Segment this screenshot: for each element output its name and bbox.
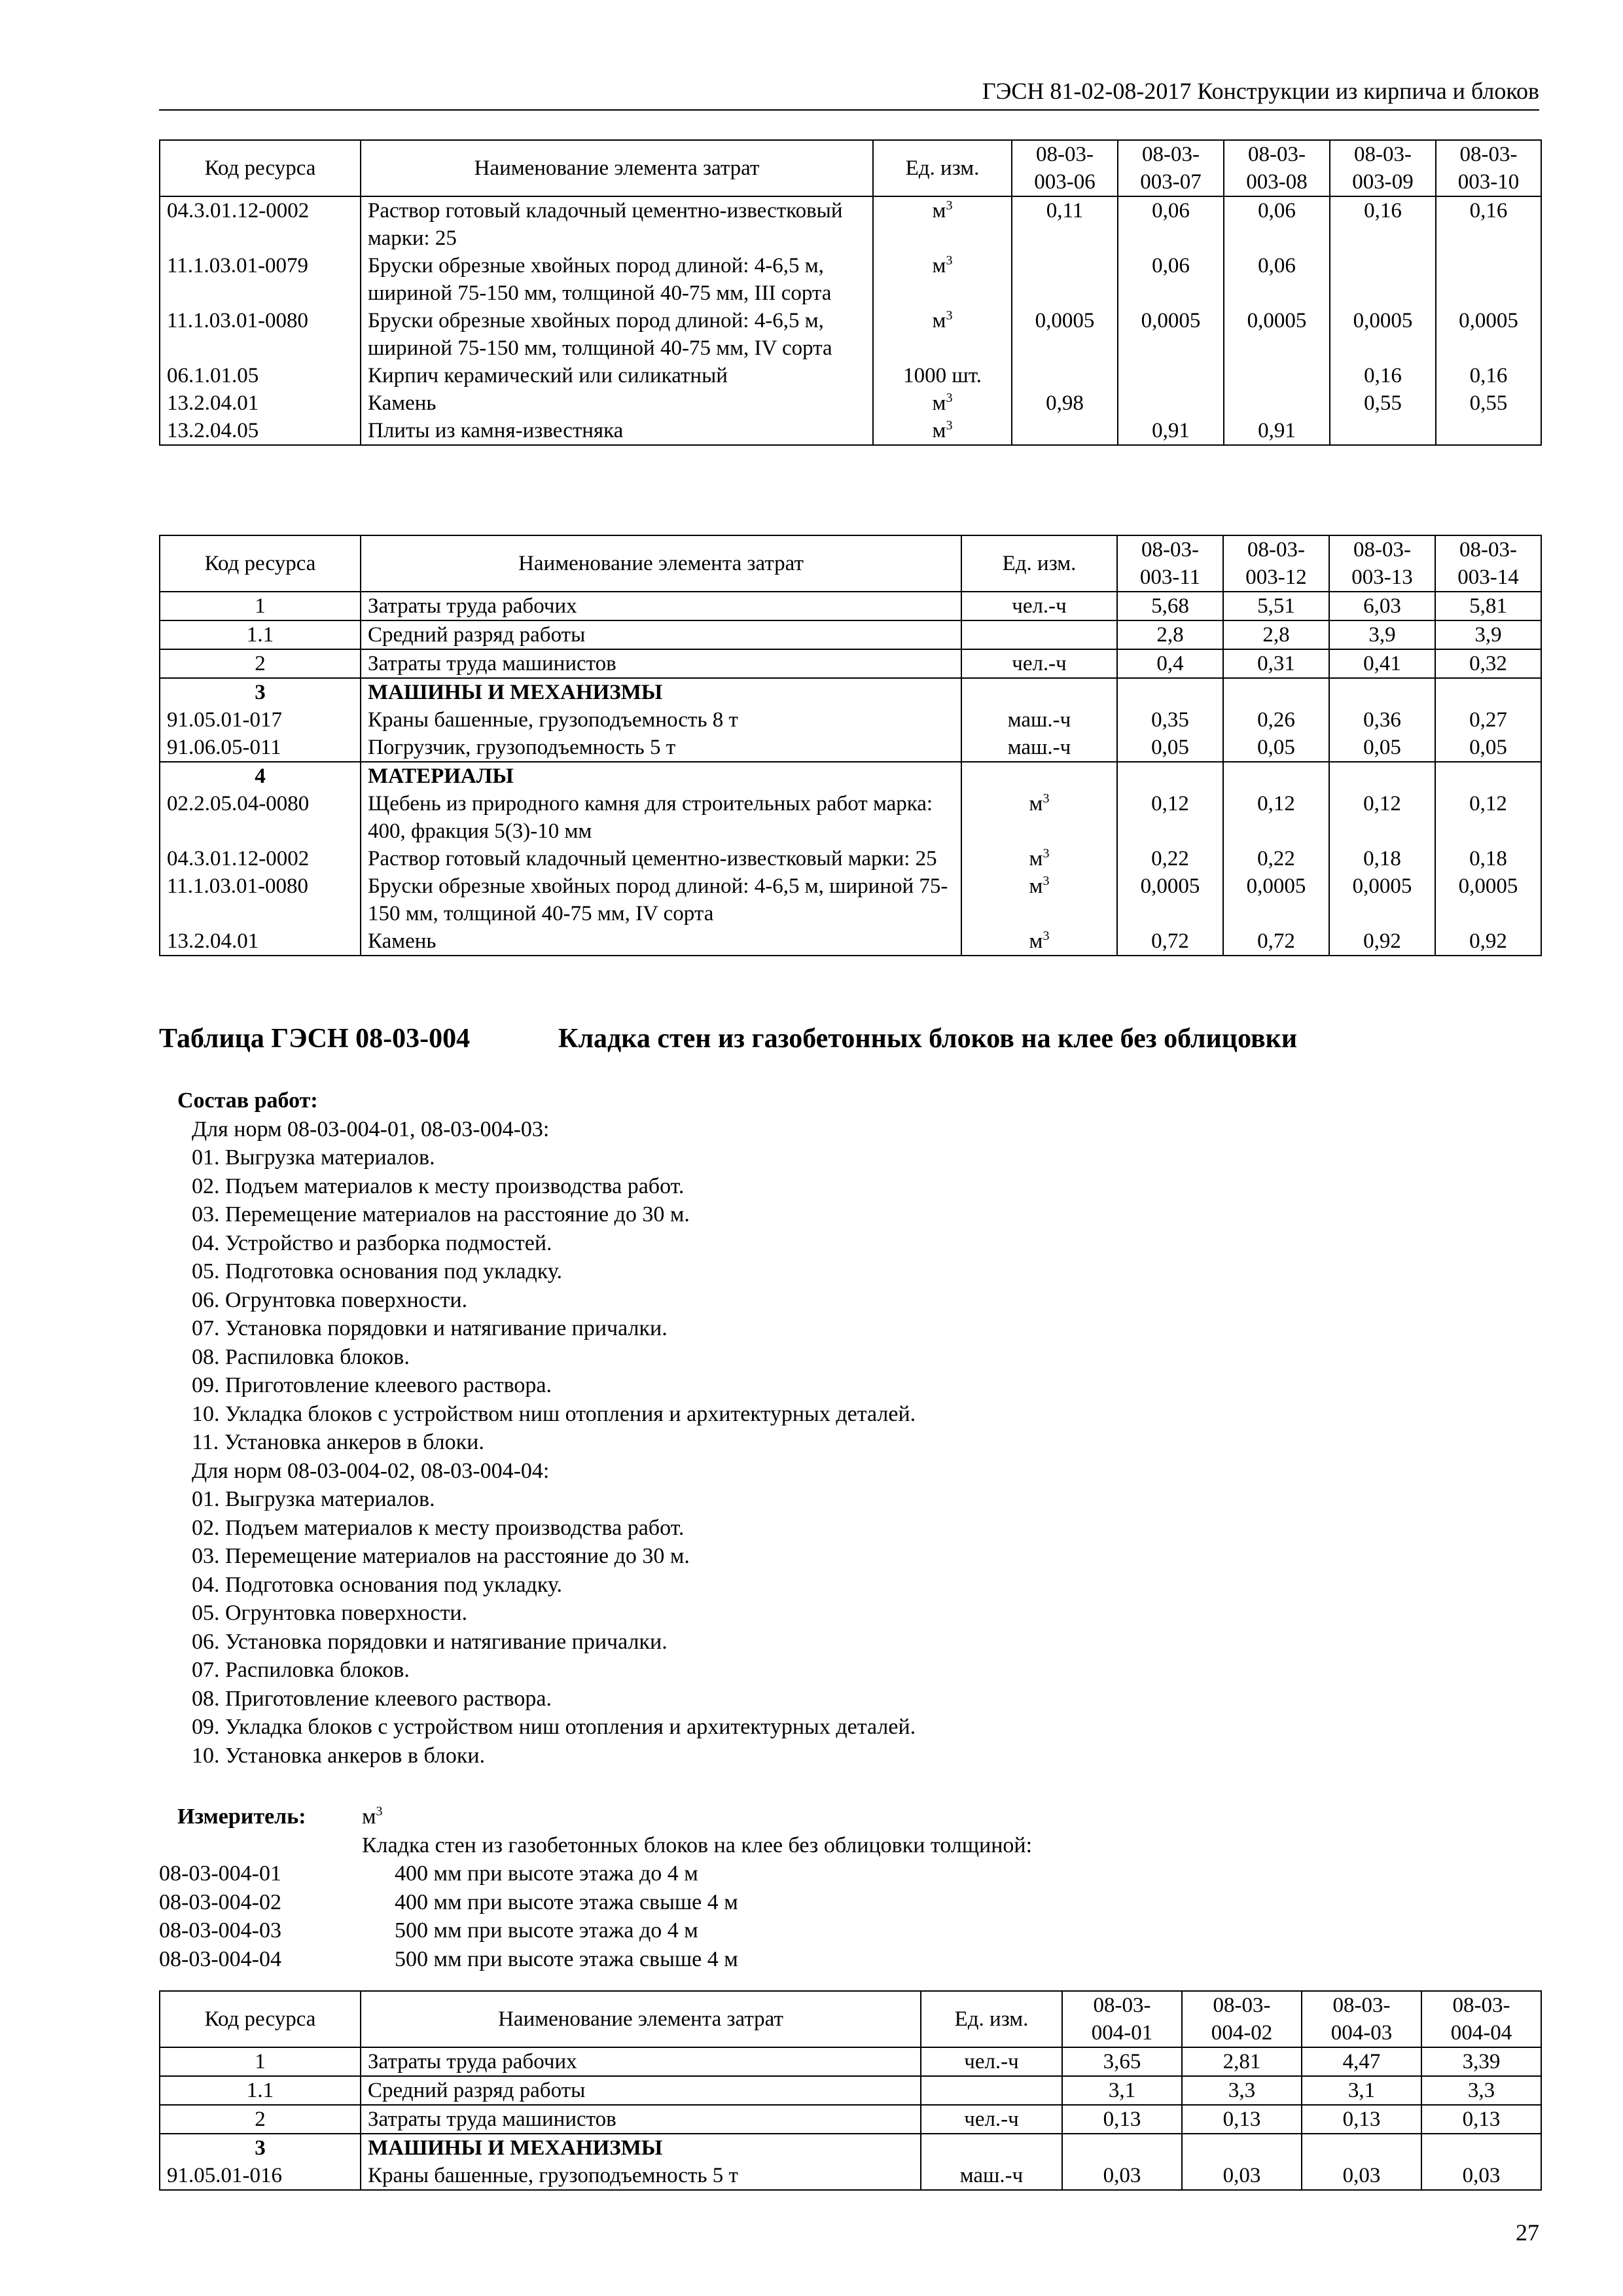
unit-exp: 3 [1043, 874, 1050, 888]
work-step: 04. Подготовка основания под укладку. [192, 1572, 562, 1597]
resource-value: 0,26 [1223, 706, 1329, 734]
resource-value: 0,0005 [1436, 307, 1541, 362]
resource-value: 0,03 [1062, 2162, 1182, 2190]
resource-value: 0,13 [1062, 2105, 1182, 2134]
resource-value: 0,0005 [1118, 307, 1224, 362]
unit-m: м [1029, 874, 1043, 898]
resource-value: 0,72 [1223, 927, 1329, 956]
column-code-bottom: 003-11 [1139, 565, 1201, 589]
resource-value: 0,32 [1435, 649, 1541, 678]
resource-code: 04.3.01.12-0002 [160, 845, 361, 872]
resource-value: 0,55 [1436, 389, 1541, 417]
column-header [1062, 1991, 1182, 2047]
resource-value: 0,91 [1224, 417, 1330, 445]
resource-value [1012, 362, 1118, 389]
table-row [160, 389, 1541, 417]
work-step: 02. Подъем материалов к месту производства работ. [192, 1174, 685, 1198]
resource-name: Раствор готовый кладочный цементно-известковый марки: 25 [361, 845, 961, 872]
resource-name: Щебень из природного камня для строительных работ марка: 400, фракция 5(3)-10 мм [361, 790, 961, 845]
column-code-bottom: 003-06 [1034, 170, 1096, 194]
resource-value: 0,05 [1117, 734, 1223, 762]
table-row [160, 362, 1541, 389]
resource-value: 5,81 [1435, 592, 1541, 620]
resource-unit: чел.-ч [921, 2047, 1062, 2076]
work-step: 07. Распиловка блоков. [192, 1658, 410, 1682]
table-row [160, 2105, 1541, 2134]
resource-unit [873, 252, 1012, 307]
resource-code: 3 [160, 2134, 361, 2162]
unit-exp: 3 [1043, 791, 1050, 806]
header-unit: Ед. изм. [921, 1991, 1062, 2047]
column-code-top: 08-03- [1248, 143, 1306, 166]
measure-item-code: 08-03-004-01 [159, 1861, 281, 1886]
column-header [1421, 1991, 1541, 2047]
column-code-top: 08-03- [1452, 1994, 1510, 2017]
unit-m: м [932, 199, 946, 223]
unit-exp: 3 [946, 391, 953, 405]
measure-item-text: 500 мм при высоте этажа свыше 4 м [395, 1946, 738, 1971]
running-header: ГЭСН 81-02-08-2017 Конструкции из кирпича и блоков [982, 78, 1539, 104]
column-code-top: 08-03- [1093, 1994, 1151, 2017]
table-row [160, 2047, 1541, 2076]
work-step: 09. Укладка блоков с устройством ниш отопления и архитектурных деталей. [192, 1715, 916, 1739]
resource-value [1330, 252, 1436, 307]
resource-value: 0,0005 [1012, 307, 1118, 362]
resource-value: 0,27 [1435, 706, 1541, 734]
resource-value [1436, 417, 1541, 445]
measure-description: Кладка стен из газобетонных блоков на клее без облицовки толщиной: [362, 1833, 1033, 1857]
resource-value: 0,18 [1435, 845, 1541, 872]
resource-value [1117, 762, 1223, 790]
resource-value: 0,35 [1117, 706, 1223, 734]
resource-value [1012, 417, 1118, 445]
resource-name: Раствор готовый кладочный цементно-известковый марки: 25 [361, 196, 873, 252]
resource-value: 2,8 [1223, 620, 1329, 649]
resource-code: 11.1.03.01-0080 [160, 872, 361, 927]
resource-value: 0,12 [1223, 790, 1329, 845]
work-step: 04. Устройство и разборка подмостей. [192, 1230, 552, 1255]
work-step: 05. Огрунтовка поверхности. [192, 1601, 468, 1625]
table-caption-title: Кладка стен из газобетонных блоков на клее без облицовки [558, 1024, 1298, 1054]
unit-m: м [932, 419, 946, 442]
resource-unit: маш.-ч [961, 734, 1117, 762]
resource-value [1062, 2134, 1182, 2162]
measure-item-text: 400 мм при высоте этажа свыше 4 м [395, 1890, 738, 1914]
resource-unit [873, 417, 1012, 445]
resource-value: 0,0005 [1330, 307, 1436, 362]
table-row [160, 592, 1541, 620]
column-code-top: 08-03- [1036, 143, 1094, 166]
table-row [160, 196, 1541, 252]
table-row [160, 2162, 1541, 2190]
resource-value: 0,55 [1330, 389, 1436, 417]
resource-value: 0,12 [1435, 790, 1541, 845]
unit-m: м [932, 254, 946, 278]
resource-value: 3,3 [1421, 2076, 1541, 2105]
table-row [160, 706, 1541, 734]
column-code-bottom: 003-09 [1352, 170, 1414, 194]
resource-value [1182, 2134, 1302, 2162]
resource-value [1118, 389, 1224, 417]
resource-value: 6,03 [1329, 592, 1435, 620]
table-row [160, 927, 1541, 956]
resource-unit [921, 2076, 1062, 2105]
measure-item-code: 08-03-004-02 [159, 1890, 281, 1914]
column-code-top: 08-03- [1247, 538, 1305, 562]
resource-unit: чел.-ч [921, 2105, 1062, 2134]
resource-name: Погрузчик, грузоподъемность 5 т [361, 734, 961, 762]
resource-unit [961, 620, 1117, 649]
resource-unit [873, 389, 1012, 417]
column-code-top: 08-03- [1459, 538, 1517, 562]
resource-value [1012, 252, 1118, 307]
resource-value: 0,4 [1117, 649, 1223, 678]
resource-name: Краны башенные, грузоподъемность 8 т [361, 706, 961, 734]
resource-value: 0,72 [1117, 927, 1223, 956]
column-header [1117, 535, 1223, 592]
work-group1-title: Для норм 08-03-004-01, 08-03-004-03: [192, 1117, 550, 1141]
header-unit: Ед. изм. [873, 140, 1012, 196]
resource-table-003-11-14 [159, 535, 1542, 956]
column-code-bottom: 004-01 [1091, 2021, 1153, 2045]
resource-value: 0,06 [1224, 252, 1330, 307]
resource-code: 13.2.04.01 [160, 927, 361, 956]
unit-m: м [932, 309, 946, 332]
resource-name: Средний разряд работы [361, 2076, 921, 2105]
resource-value: 0,36 [1329, 706, 1435, 734]
column-code-bottom: 003-10 [1457, 170, 1520, 194]
resource-code: 2 [160, 2105, 361, 2134]
resource-value: 0,22 [1223, 845, 1329, 872]
resource-unit [873, 307, 1012, 362]
resource-value [1436, 252, 1541, 307]
resource-value: 0,06 [1224, 196, 1330, 252]
resource-value: 3,1 [1062, 2076, 1182, 2105]
resource-unit [961, 845, 1117, 872]
unit-m: м [1029, 929, 1043, 953]
resource-value: 0,16 [1330, 362, 1436, 389]
resource-value: 0,98 [1012, 389, 1118, 417]
resource-value [1117, 678, 1223, 706]
column-code-top: 08-03- [1141, 538, 1199, 562]
unit-exp: 3 [1043, 929, 1050, 943]
work-group2-title: Для норм 08-03-004-02, 08-03-004-04: [192, 1458, 550, 1483]
column-header [1012, 140, 1118, 196]
resource-value: 0,31 [1223, 649, 1329, 678]
work-step: 01. Выгрузка материалов. [192, 1145, 435, 1170]
resource-value: 0,06 [1118, 196, 1224, 252]
table-row [160, 620, 1541, 649]
resource-value [1329, 678, 1435, 706]
column-code-bottom: 003-14 [1457, 565, 1519, 589]
table-row [160, 790, 1541, 845]
resource-value: 3,9 [1329, 620, 1435, 649]
resource-code: 1.1 [160, 2076, 361, 2105]
table-row [160, 252, 1541, 307]
resource-value: 0,22 [1117, 845, 1223, 872]
column-code-top: 08-03- [1142, 143, 1200, 166]
resource-name: МАТЕРИАЛЫ [361, 762, 961, 790]
resource-value: 0,05 [1223, 734, 1329, 762]
resource-value [1224, 362, 1330, 389]
resource-unit: маш.-ч [921, 2162, 1062, 2190]
measure-item-code: 08-03-004-03 [159, 1918, 281, 1943]
resource-value [1329, 762, 1435, 790]
table-row [160, 417, 1541, 445]
resource-value [1118, 362, 1224, 389]
work-composition [159, 1086, 916, 1770]
work-step: 06. Установка порядовки и натягивание причалки. [192, 1629, 668, 1654]
column-code-bottom: 003-07 [1140, 170, 1202, 194]
work-step: 10. Установка анкеров в блоки. [192, 1743, 486, 1768]
resource-code: 91.06.05-011 [160, 734, 361, 762]
resource-code: 4 [160, 762, 361, 790]
column-code-bottom: 004-03 [1330, 2021, 1393, 2045]
resource-code: 1 [160, 592, 361, 620]
resource-value: 3,65 [1062, 2047, 1182, 2076]
measure-label: Измеритель: [177, 1804, 306, 1829]
unit-exp: 3 [946, 253, 953, 268]
resource-unit: маш.-ч [961, 706, 1117, 734]
work-step: 06. Огрунтовка поверхности. [192, 1287, 468, 1312]
resource-name: МАШИНЫ И МЕХАНИЗМЫ [361, 678, 961, 706]
resource-value: 3,9 [1435, 620, 1541, 649]
resource-code: 3 [160, 678, 361, 706]
resource-unit: чел.-ч [961, 592, 1117, 620]
unit-m: м [932, 391, 946, 415]
resource-value: 0,05 [1435, 734, 1541, 762]
resource-value: 0,11 [1012, 196, 1118, 252]
work-step: 07. Установка порядовки и натягивание причалки. [192, 1316, 668, 1340]
column-header [1182, 1991, 1302, 2047]
resource-value [1330, 417, 1436, 445]
resource-value: 0,0005 [1224, 307, 1330, 362]
header-code: Код ресурса [160, 535, 361, 592]
resource-unit [961, 872, 1117, 927]
resource-value: 0,13 [1421, 2105, 1541, 2134]
header-code: Код ресурса [160, 1991, 361, 2047]
resource-value: 3,39 [1421, 2047, 1541, 2076]
resource-value: 3,3 [1182, 2076, 1302, 2105]
work-step: 10. Укладка блоков с устройством ниш отопления и архитектурных деталей. [192, 1401, 916, 1426]
unit-exp: 3 [946, 198, 953, 213]
resource-value: 0,03 [1421, 2162, 1541, 2190]
resource-code: 02.2.05.04-0080 [160, 790, 361, 845]
measure-item-text: 500 мм при высоте этажа до 4 м [395, 1918, 698, 1943]
table-row [160, 734, 1541, 762]
column-header [1330, 140, 1436, 196]
resource-value: 0,0005 [1435, 872, 1541, 927]
measure-item-code: 08-03-004-04 [159, 1946, 281, 1971]
resource-value: 0,03 [1302, 2162, 1421, 2190]
resource-value: 0,12 [1329, 790, 1435, 845]
measure-item-text: 400 мм при высоте этажа до 4 м [395, 1861, 698, 1886]
work-step: 05. Подготовка основания под укладку. [192, 1259, 562, 1283]
resource-code: 13.2.04.01 [160, 389, 361, 417]
work-step: 01. Выгрузка материалов. [192, 1487, 435, 1511]
resource-code: 91.05.01-016 [160, 2162, 361, 2190]
resource-value [1223, 762, 1329, 790]
resource-value: 0,16 [1330, 196, 1436, 252]
resource-name: Затраты труда машинистов [361, 2105, 921, 2134]
table-row [160, 845, 1541, 872]
column-code-bottom: 004-04 [1450, 2021, 1512, 2045]
resource-code: 11.1.03.01-0079 [160, 252, 361, 307]
column-header [1302, 1991, 1421, 2047]
resource-value: 5,51 [1223, 592, 1329, 620]
table-row [160, 649, 1541, 678]
resource-code: 04.3.01.12-0002 [160, 196, 361, 252]
resource-value: 0,05 [1329, 734, 1435, 762]
resource-value: 0,91 [1118, 417, 1224, 445]
resource-code: 1.1 [160, 620, 361, 649]
resource-value [1223, 678, 1329, 706]
header-code: Код ресурса [160, 140, 361, 196]
resource-unit: чел.-ч [961, 649, 1117, 678]
resource-unit: 1000 шт. [873, 362, 1012, 389]
work-step: 11. Установка анкеров в блоки. [192, 1430, 484, 1454]
column-code-bottom: 003-13 [1351, 565, 1413, 589]
resource-value: 0,18 [1329, 845, 1435, 872]
resource-code: 2 [160, 649, 361, 678]
table-caption-number: Таблица ГЭСН 08-03-004 [159, 1024, 471, 1054]
work-step: 08. Распиловка блоков. [192, 1344, 410, 1369]
resource-name: Камень [361, 927, 961, 956]
resource-value: 2,81 [1182, 2047, 1302, 2076]
column-code-top: 08-03- [1354, 143, 1412, 166]
unit-m: м [1029, 847, 1043, 870]
work-group1-list [159, 1143, 916, 1457]
resource-value: 0,0005 [1117, 872, 1223, 927]
column-header [1436, 140, 1541, 196]
resource-value: 0,06 [1118, 252, 1224, 307]
resource-value: 0,41 [1329, 649, 1435, 678]
resource-value [1435, 762, 1541, 790]
resource-name: Камень [361, 389, 873, 417]
table-row [160, 762, 1541, 790]
resource-unit [961, 762, 1117, 790]
header-name: Наименование элемента затрат [361, 1991, 921, 2047]
resource-code: 13.2.04.05 [160, 417, 361, 445]
resource-code: 1 [160, 2047, 361, 2076]
column-header [1329, 535, 1435, 592]
resource-code: 91.05.01-017 [160, 706, 361, 734]
column-code-top: 08-03- [1459, 143, 1518, 166]
resource-value: 4,47 [1302, 2047, 1421, 2076]
work-step: 02. Подъем материалов к месту производства работ. [192, 1515, 685, 1540]
resource-value: 0,92 [1435, 927, 1541, 956]
resource-value [1435, 678, 1541, 706]
resource-value: 0,13 [1182, 2105, 1302, 2134]
resource-unit [961, 678, 1117, 706]
resource-unit [873, 196, 1012, 252]
resource-name: Бруски обрезные хвойных пород длиной: 4-6,5 м, шириной 75-150 мм, толщиной 40-75 мм, III сорта [361, 252, 873, 307]
resource-value [1421, 2134, 1541, 2162]
unit-exp: 3 [1043, 846, 1050, 861]
unit-exp: 3 [946, 308, 953, 323]
work-group2-list [159, 1485, 916, 1770]
table-row [160, 2134, 1541, 2162]
table-row [160, 307, 1541, 362]
resource-name: Бруски обрезные хвойных пород длиной: 4-6,5 м, шириной 75-150 мм, толщиной 40-75 мм, IV сорта [361, 307, 873, 362]
resource-value: 5,68 [1117, 592, 1223, 620]
resource-name: Бруски обрезные хвойных пород длиной: 4-6,5 м, шириной 75-150 мм, толщиной 40-75 мм, IV сорта [361, 872, 961, 927]
resource-name: Плиты из камня-известняка [361, 417, 873, 445]
resource-name: Затраты труда рабочих [361, 592, 961, 620]
resource-name: Кирпич керамический или силикатный [361, 362, 873, 389]
resource-value: 2,8 [1117, 620, 1223, 649]
resource-unit [921, 2134, 1062, 2162]
resource-name: МАШИНЫ И МЕХАНИЗМЫ [361, 2134, 921, 2162]
header-name: Наименование элемента затрат [361, 535, 961, 592]
page-number: 27 [1516, 2219, 1539, 2246]
table-row [160, 678, 1541, 706]
resource-name: Краны башенные, грузоподъемность 5 т [361, 2162, 921, 2190]
resource-value: 0,13 [1302, 2105, 1421, 2134]
resource-value: 0,03 [1182, 2162, 1302, 2190]
resource-name: Затраты труда рабочих [361, 2047, 921, 2076]
work-step: 03. Перемещение материалов на расстояние до 30 м. [192, 1544, 690, 1568]
resource-unit [961, 790, 1117, 845]
resource-code: 06.1.01.05 [160, 362, 361, 389]
resource-code: 11.1.03.01-0080 [160, 307, 361, 362]
column-code-top: 08-03- [1332, 1994, 1391, 2017]
resource-value [1302, 2134, 1421, 2162]
resource-name: Затраты труда машинистов [361, 649, 961, 678]
table-caption [159, 1023, 1298, 1054]
resource-value [1224, 389, 1330, 417]
resource-name: Средний разряд работы [361, 620, 961, 649]
resource-table-003-06-10 [159, 139, 1542, 446]
column-header [1435, 535, 1541, 592]
resource-value: 3,1 [1302, 2076, 1421, 2105]
header-rule [159, 109, 1539, 111]
table-row [160, 872, 1541, 927]
column-header [1118, 140, 1224, 196]
resource-unit [961, 927, 1117, 956]
resource-value: 0,12 [1117, 790, 1223, 845]
measure-unit: $м^3$ [362, 1804, 383, 1829]
work-step: 09. Приготовление клеевого раствора. [192, 1373, 552, 1397]
table-row [160, 2076, 1541, 2105]
column-code-top: 08-03- [1353, 538, 1411, 562]
resource-table-004-01-04 [159, 1990, 1542, 2191]
resource-value: 0,92 [1329, 927, 1435, 956]
unit-m: м [1029, 792, 1043, 816]
column-header [1224, 140, 1330, 196]
work-heading: Состав работ: [177, 1088, 318, 1113]
work-step: 08. Приготовление клеевого раствора. [192, 1686, 552, 1711]
column-code-bottom: 004-02 [1211, 2021, 1273, 2045]
column-code-bottom: 003-12 [1245, 565, 1307, 589]
resource-value: 0,16 [1436, 362, 1541, 389]
resource-value: 0,0005 [1223, 872, 1329, 927]
header-name: Наименование элемента затрат [361, 140, 873, 196]
column-code-bottom: 003-08 [1246, 170, 1308, 194]
column-code-top: 08-03- [1213, 1994, 1271, 2017]
work-step: 03. Перемещение материалов на расстояние до 30 м. [192, 1202, 690, 1227]
header-unit: Ед. изм. [961, 535, 1117, 592]
resource-value: 0,0005 [1329, 872, 1435, 927]
column-header [1223, 535, 1329, 592]
unit-exp: 3 [946, 418, 953, 433]
resource-value: 0,16 [1436, 196, 1541, 252]
